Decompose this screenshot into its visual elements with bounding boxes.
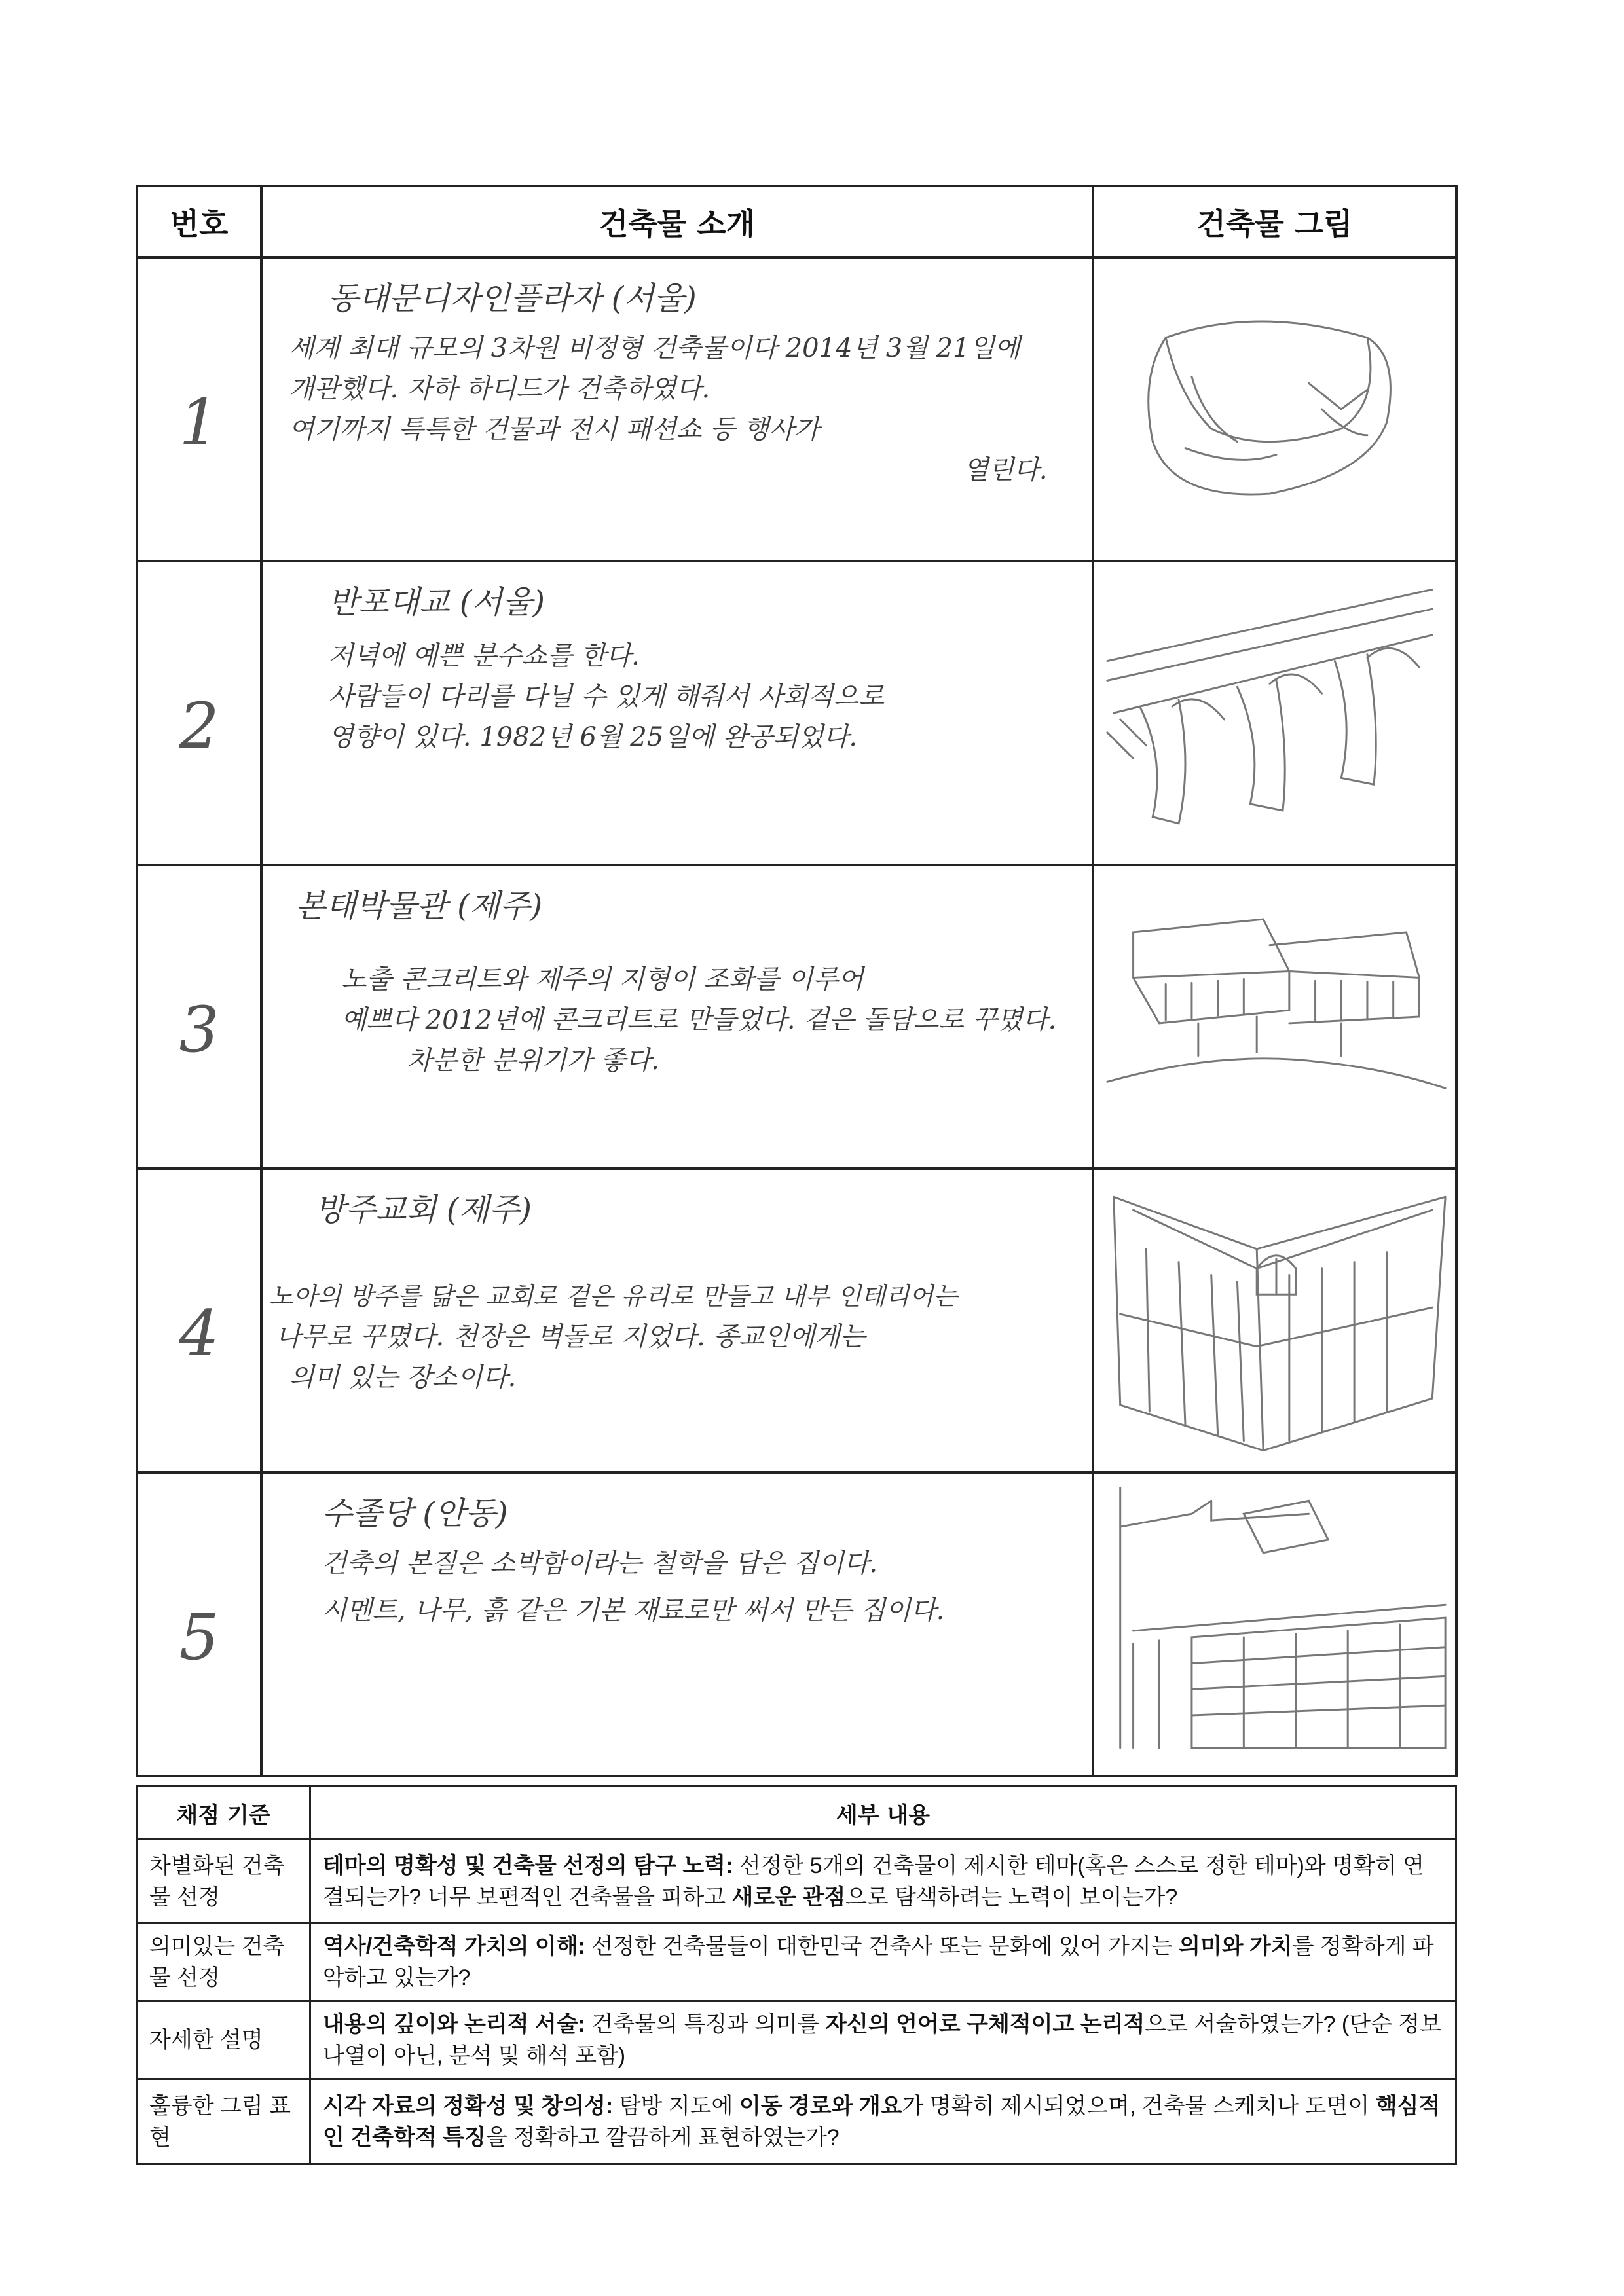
row-number-cell	[137, 865, 261, 1169]
description-line: 여기까지 특특한 건물과 전시 패션쇼 등 행사가	[289, 414, 820, 445]
rubric-row	[137, 1840, 1456, 1923]
rubric-detail-text: 탐방 지도에	[613, 2093, 739, 2119]
row-number: 5	[179, 1601, 219, 1674]
header-drawing: 건축물 그림	[1093, 186, 1456, 257]
row-number-cell	[137, 257, 261, 561]
table-row	[137, 561, 1456, 865]
description-line: 노출 콘크리트와 제주의 지형이 조화를 이루어	[341, 964, 864, 994]
row-number-cell	[137, 1169, 261, 1472]
rubric-detail-text: 건축물의 특징과 의미를	[585, 2012, 826, 2037]
description-line: 사람들이 다리를 다닐 수 있게 해줘서 사회적으로	[328, 682, 885, 712]
building-title: 본태박물관 (제주)	[295, 888, 543, 924]
sujoldang-sketch	[1094, 1474, 1455, 1775]
rubric-detail	[310, 1923, 1456, 2001]
rubric-row	[137, 2001, 1456, 2079]
dongdaemun-design-plaza-sketch	[1094, 259, 1455, 560]
description-cell	[261, 561, 1093, 865]
worksheet-header-row	[137, 186, 1456, 257]
row-number-cell	[137, 561, 261, 865]
building-title: 방주교회 (제주)	[315, 1192, 532, 1228]
rubric-detail-bold: 시각 자료의 정확성 및 창의성:	[323, 2093, 614, 2119]
description-line: 노아의 방주를 닮은 교회로 겉은 유리로 만들고 내부 인테리어는	[269, 1282, 958, 1311]
drawing-cell	[1093, 561, 1456, 865]
rubric-detail-bold: 새로운 관점	[731, 1884, 846, 1910]
rubric-criteria: 차별화된 건축물 선정	[137, 1840, 310, 1923]
rubric-header-row	[137, 1787, 1456, 1840]
bonte-museum-sketch	[1094, 866, 1455, 1167]
worksheet-table	[136, 185, 1458, 1777]
rubric-detail-text: 가 명확히 제시되었으며, 건축물 스케치나 도면이	[902, 2093, 1376, 2119]
rubric-detail-text: 선정한 5개의 건축물이 제시한 테마(혹은 스스로 정한 테마)와 명확히 연결되는가? 너무 보편적인 건축물을 피하고	[323, 1853, 1425, 1910]
description-cell	[261, 865, 1093, 1169]
building-title: 동대문디자인플라자 (서울)	[328, 280, 697, 317]
rubric-detail-text: 선정한 건축물들이 대한민국 건축사 또는 문화에 있어 가지는	[585, 1934, 1179, 1959]
building-title: 반포대교 (서울)	[328, 584, 545, 621]
building-title: 수졸당 (안동)	[322, 1495, 508, 1532]
rubric-detail	[310, 1840, 1456, 1923]
rubric-detail-text: 를 정확하게 파악하고 있는가?	[323, 1934, 1434, 1990]
rubric-table	[136, 1785, 1457, 2165]
description-line: 개관했다. 자하 하디드가 건축하였다.	[289, 374, 710, 404]
row-number: 3	[179, 993, 219, 1066]
table-row	[137, 1169, 1456, 1472]
description-cell	[261, 257, 1093, 561]
description-line: 시멘트, 나무, 흙 같은 기본 재료로만 써서 만든 집이다.	[322, 1595, 945, 1626]
drawing-cell	[1093, 1169, 1456, 1472]
drawing-cell	[1093, 1472, 1456, 1776]
rubric-detail-bold: 이동 경로와 개요	[739, 2093, 902, 2119]
description-line: 나무로 꾸몄다. 천장은 벽돌로 지었다. 종교인에게는	[276, 1322, 866, 1352]
rubric-detail-bold: 역사/건축학적 가치의 이해:	[323, 1934, 585, 1959]
rubric-detail-bold: 자신의 언어로 구체적이고 논리적	[825, 2012, 1145, 2037]
row-number: 2	[179, 689, 219, 763]
rubric-criteria: 의미있는 건축물 선정	[137, 1923, 310, 2001]
header-number: 번호	[137, 186, 261, 257]
bangju-church-sketch	[1094, 1170, 1455, 1471]
rubric-detail-text: 으로 탐색하려는 노력이 보이는가?	[845, 1884, 1178, 1910]
drawing-cell	[1093, 865, 1456, 1169]
table-row	[137, 1472, 1456, 1776]
rubric-detail	[310, 2079, 1456, 2164]
description-line: 영향이 있다. 1982년 6월 25일에 완공되었다.	[328, 722, 858, 752]
rubric-detail-bold: 내용의 깊이와 논리적 서술:	[323, 2012, 585, 2037]
row-number: 4	[179, 1297, 219, 1370]
rubric-header-details: 세부 내용	[310, 1787, 1456, 1840]
table-row	[137, 257, 1456, 561]
description-cell	[261, 1472, 1093, 1776]
rubric-row	[137, 2079, 1456, 2164]
rubric-detail-bold: 테마의 명확성 및 건축물 선정의 탐구 노력:	[323, 1853, 733, 1878]
banpo-bridge-sketch	[1094, 562, 1455, 864]
description-line: 의미 있는 장소이다.	[289, 1362, 517, 1393]
rubric-row	[137, 1923, 1456, 2001]
rubric-detail-bold: 핵심적인 건축학적 특징	[323, 2093, 1441, 2150]
row-number: 1	[179, 386, 219, 459]
rubric-criteria: 자세한 설명	[137, 2001, 310, 2079]
header-intro: 건축물 소개	[261, 186, 1093, 257]
row-number-cell	[137, 1472, 261, 1776]
rubric-header-criteria: 채점 기준	[137, 1787, 310, 1840]
description-line: 열린다.	[963, 455, 1048, 485]
description-line: 차분한 분위기가 좋다.	[407, 1046, 659, 1076]
description-line: 세계 최대 규모의 3차원 비정형 건축물이다 2014년 3월 21일에	[289, 333, 1020, 363]
drawing-cell	[1093, 257, 1456, 561]
rubric-criteria: 훌륭한 그림 표현	[137, 2079, 310, 2164]
description-line: 저녁에 예쁜 분수쇼를 한다.	[328, 641, 640, 671]
rubric-detail-text: 을 정확하고 깔끔하게 표현하였는가?	[485, 2124, 840, 2150]
table-row	[137, 865, 1456, 1169]
rubric-detail-bold: 의미와 가치	[1179, 1934, 1293, 1959]
description-cell	[261, 1169, 1093, 1472]
description-line: 예쁘다 2012년에 콘크리트로 만들었다. 겉은 돌담으로 꾸몄다.	[341, 1005, 1057, 1035]
rubric-detail-text: 으로 서술하였는가? (단순 정보 나열이 아닌, 분석 및 해석 포함)	[323, 2012, 1442, 2068]
description-line: 건축의 본질은 소박함이라는 철학을 담은 집이다.	[322, 1548, 878, 1578]
rubric-detail	[310, 2001, 1456, 2079]
